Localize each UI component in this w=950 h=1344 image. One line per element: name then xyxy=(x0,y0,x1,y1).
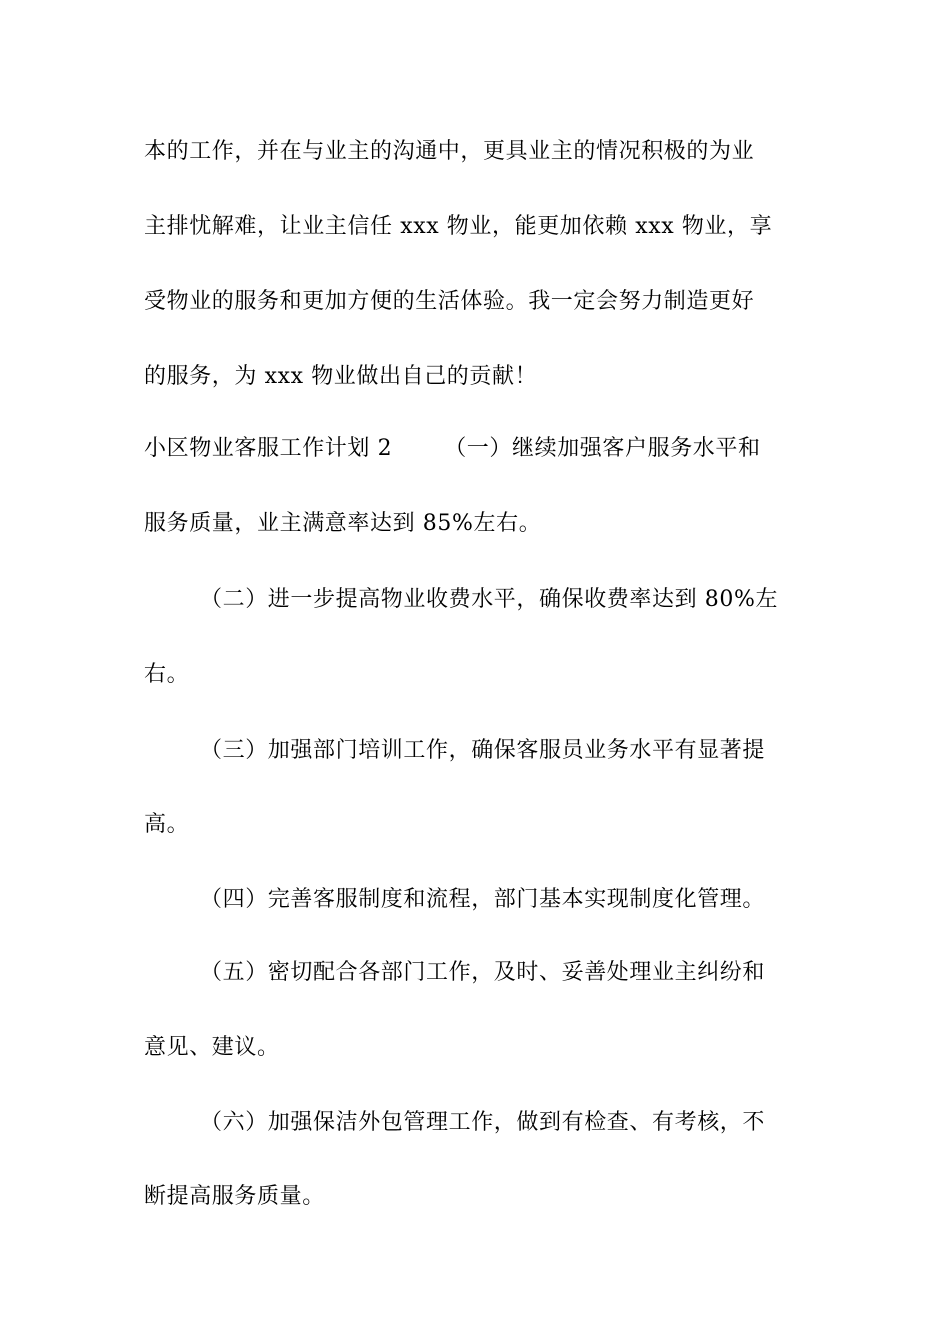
item-4: （四）完善客服制度和流程，部门基本实现制度化管理。 xyxy=(200,887,766,912)
paragraph-line-3: 受物业的服务和更加方便的生活体验。我一定会努力制造更好 xyxy=(144,289,755,314)
item-5-start: （五）密切配合各部门工作，及时、妥善处理业主纠纷和 xyxy=(200,960,766,985)
item-2-end: 右。 xyxy=(144,662,190,687)
paragraph-line-2: 主排忧解难，让业主信任 xxx 物业，能更加依赖 xxx 物业，享 xyxy=(144,214,773,239)
item-3-start: （三）加强部门培训工作，确保客服员业务水平有显著提 xyxy=(200,738,766,763)
section-heading: 小区物业客服工作计划 2 xyxy=(144,436,393,461)
heading-line xyxy=(144,434,761,464)
item-1-start: （一）继续加强客户服务水平和 xyxy=(444,436,761,461)
item-3-end: 高。 xyxy=(144,812,190,837)
item-1-end: 服务质量，业主满意率达到 85%左右。 xyxy=(144,511,542,536)
item-6-start: （六）加强保洁外包管理工作，做到有检查、有考核，不 xyxy=(200,1110,766,1135)
item-2-start: （二）进一步提高物业收费水平，确保收费率达到 80%左 xyxy=(200,587,779,612)
item-6-end: 断提高服务质量。 xyxy=(144,1184,325,1209)
paragraph-line-1: 本的工作，并在与业主的沟通中，更具业主的情况积极的为业 xyxy=(144,139,755,164)
item-5-end: 意见、建议。 xyxy=(144,1035,280,1060)
paragraph-line-4: 的服务，为 xxx 物业做出自己的贡献！ xyxy=(144,364,538,389)
